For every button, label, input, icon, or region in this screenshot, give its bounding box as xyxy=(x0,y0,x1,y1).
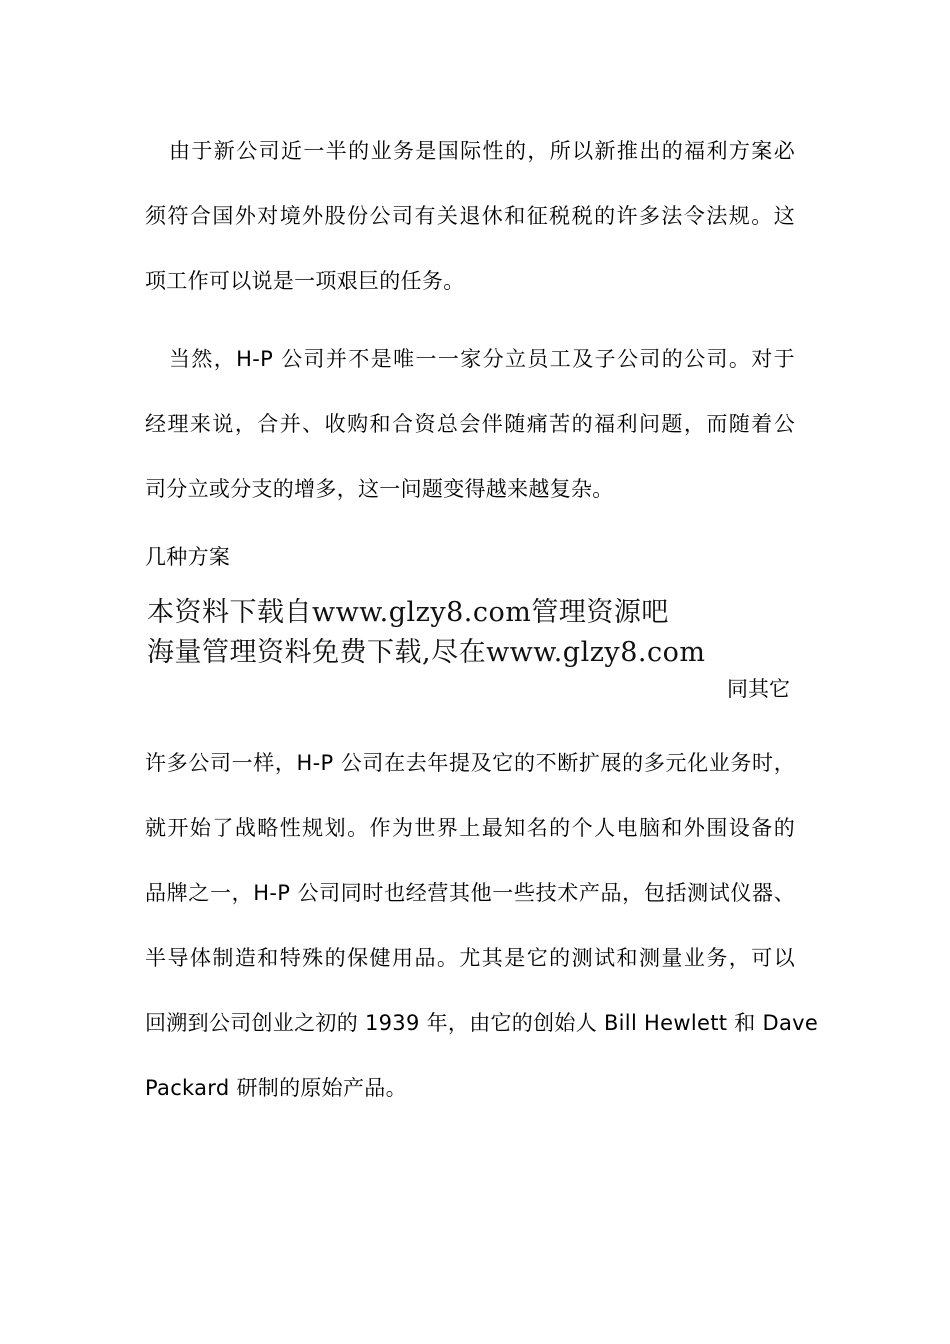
paragraph-3-line-4: 半导体制造和特殊的保健用品。尤其是它的测试和测量业务，可以 xyxy=(145,946,795,970)
paragraph-2-line-3: 司分立或分支的增多，这一问题变得越来越复杂。 xyxy=(145,477,614,501)
paragraph-3-line-6: Packard 研制的原始产品。 xyxy=(145,1076,407,1100)
paragraph-3-line-3: 品牌之一，H-P 公司同时也经营其他一些技术产品，包括测试仪器、 xyxy=(145,881,795,905)
paragraph-2-line-1: 当然，H-P 公司并不是唯一一家分立员工及子公司的公司。对于 xyxy=(169,347,795,371)
paragraph-1-line-1: 由于新公司近一半的业务是国际性的，所以新推出的福利方案必 xyxy=(169,139,795,163)
section-heading: 几种方案 xyxy=(145,545,231,569)
paragraph-2-line-2: 经理来说，合并、收购和合资总会伴随痛苦的福利问题，而随着公 xyxy=(145,412,795,436)
watermark-line-2: 海量管理资料免费下载,尽在www.glzy8.com xyxy=(147,637,706,668)
paragraph-3-line-5: 回溯到公司创业之初的 1939 年，由它的创始人 Bill Hewlett 和 Dave xyxy=(145,1011,819,1035)
watermark-line-1: 本资料下载自www.glzy8.com管理资源吧 xyxy=(147,597,669,628)
paragraph-1-line-3: 项工作可以说是一项艰巨的任务。 xyxy=(145,269,465,293)
paragraph-3-line-1: 许多公司一样，H-P 公司在去年提及它的不断扩展的多元化业务时， xyxy=(145,751,795,775)
paragraph-1-line-2: 须符合国外对境外股份公司有关退休和征税税的许多法令法规。这 xyxy=(145,204,795,228)
paragraph-3-line-2: 就开始了战略性规划。作为世界上最知名的个人电脑和外围设备的 xyxy=(145,816,795,840)
continuation-text: 同其它 xyxy=(727,677,790,701)
